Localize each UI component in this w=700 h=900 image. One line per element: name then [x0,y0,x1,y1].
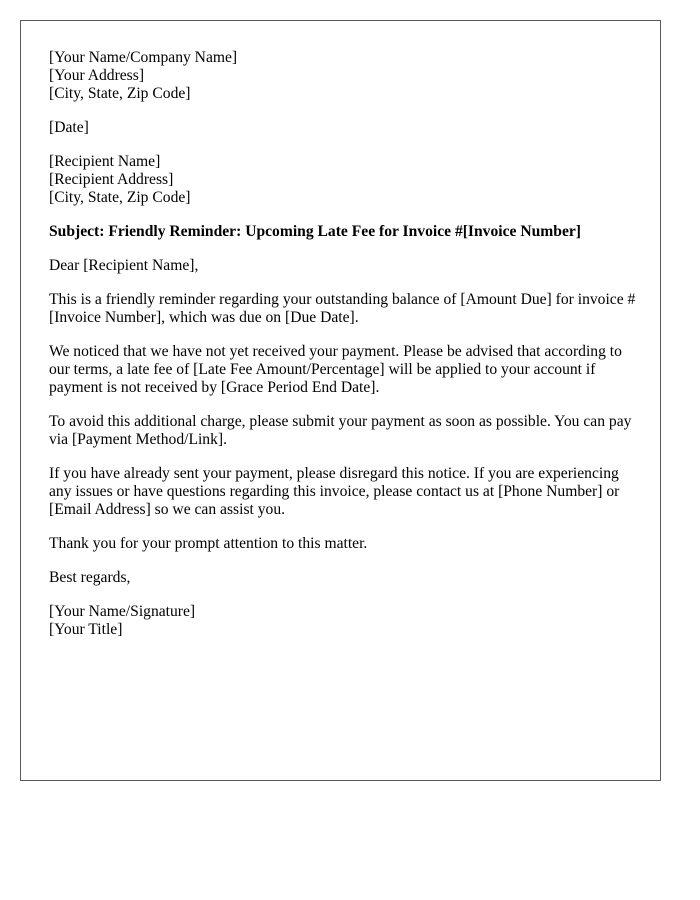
paragraph-payment-instructions: To avoid this additional charge, please submit your payment as soon as possible. You can pay via [Payment Method/Link]. [49,413,632,448]
signature-block [49,603,632,639]
subject-line: Subject: Friendly Reminder: Upcoming Late Fee for Invoice #[Invoice Number] [49,223,581,240]
paragraph-late-fee-notice: We noticed that we have not yet received your payment. Please be advised that according to our terms, a late fee of [Late Fee Amount/Percentage] will be applied to your account if payment is not received by [Grace Period End Date]. [49,343,622,396]
salutation: Dear [Recipient Name], [49,257,199,274]
sender-city: [City, State, Zip Code] [49,85,191,102]
signature-title: [Your Title] [49,621,123,638]
paragraph-contact-info: If you have already sent your payment, please disregard this notice. If you are experiencing any issues or have questions regarding this invoice, please contact us at [Phone Number] or [Email Address] so we can assist you. [49,465,620,518]
letter-page [20,20,661,781]
signature-name: [Your Name/Signature] [49,603,196,620]
paragraph-balance-reminder: This is a friendly reminder regarding your outstanding balance of [Amount Due] for invoice #[Invoice Number], which was due on [Due Date]. [49,291,636,326]
paragraph-thank-you: Thank you for your prompt attention to this matter. [49,535,368,552]
recipient-city: [City, State, Zip Code] [49,189,191,206]
recipient-block [49,153,632,207]
letter-date: [Date] [49,119,89,136]
sender-name: [Your Name/Company Name] [49,49,238,66]
sender-address: [Your Address] [49,67,145,84]
date-block [49,119,632,137]
closing: Best regards, [49,569,131,586]
sender-block [49,49,632,103]
recipient-address: [Recipient Address] [49,171,174,188]
recipient-name: [Recipient Name] [49,153,161,170]
